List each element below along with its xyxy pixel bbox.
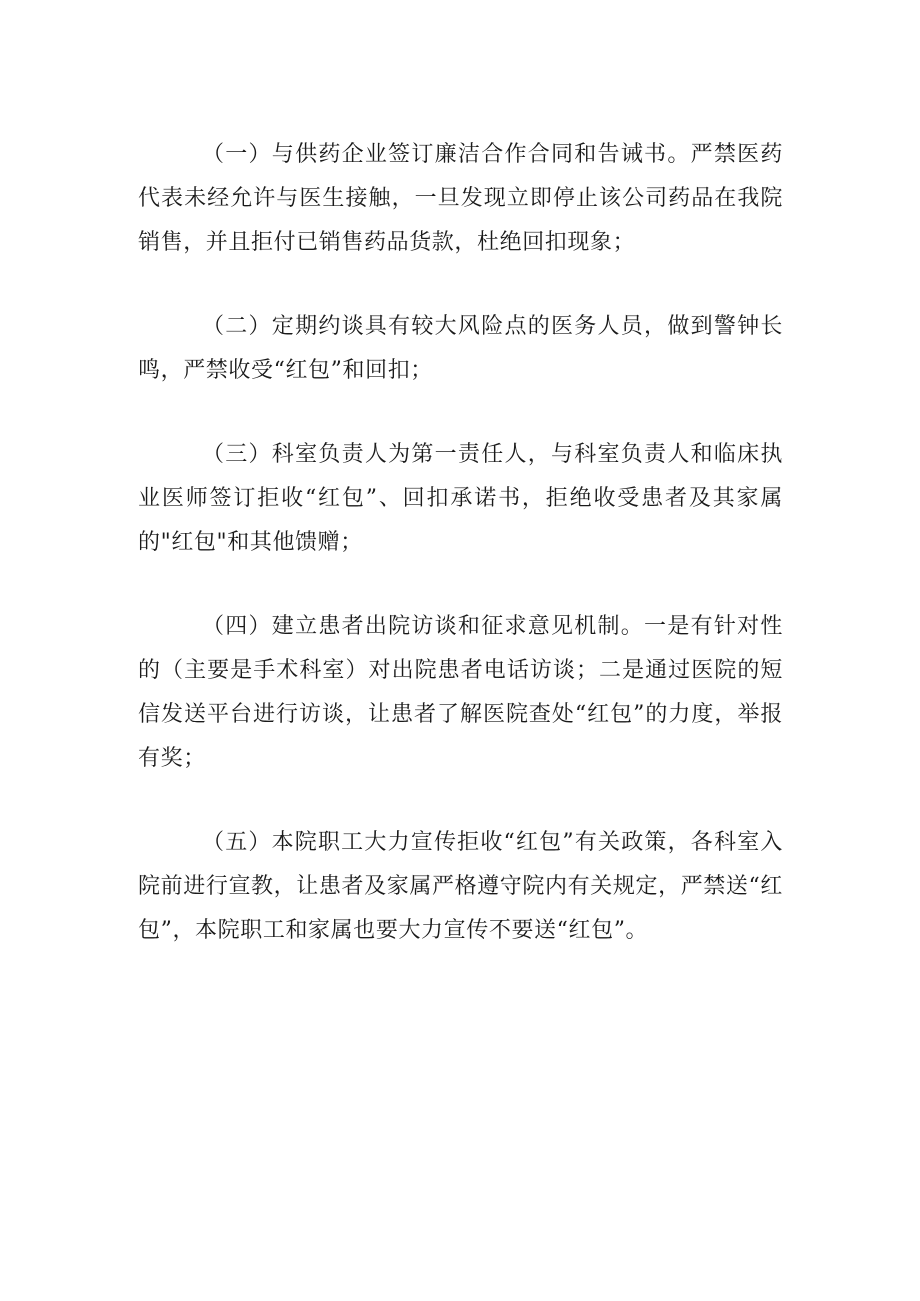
paragraph-5: （五）本院职工大力宣传拒收“红包”有关政策，各科室入院前进行宣教，让患者及家属严格遵守院内有关规定，严禁送“红包”，本院职工和家属也要大力宣传不要送“红包”。 xyxy=(138,830,783,943)
paragraph-2: （二）定期约谈具有较大风险点的医务人员，做到警钟长鸣，严禁收受“红包”和回扣； xyxy=(138,314,783,383)
paragraph-1: （一）与供药企业签订廉洁合作合同和告诫书。严禁医药代表未经允许与医生接触，一旦发现立即停止该公司药品在我院销售，并且拒付已销售药品货款，杜绝回扣现象； xyxy=(138,142,783,255)
document-body xyxy=(138,133,783,953)
paragraph-3: （三）科室负责人为第一责任人，与科室负责人和临床执业医师签订拒收“红包”、回扣承诺书，拒绝收受患者及其家属的"红包"和其他馈赠； xyxy=(138,442,783,555)
paragraph-4: （四）建立患者出院访谈和征求意见机制。一是有针对性的（主要是手术科室）对出院患者电话访谈；二是通过医院的短信发送平台进行访谈，让患者了解医院查处“红包”的力度，举报有奖； xyxy=(138,614,783,771)
